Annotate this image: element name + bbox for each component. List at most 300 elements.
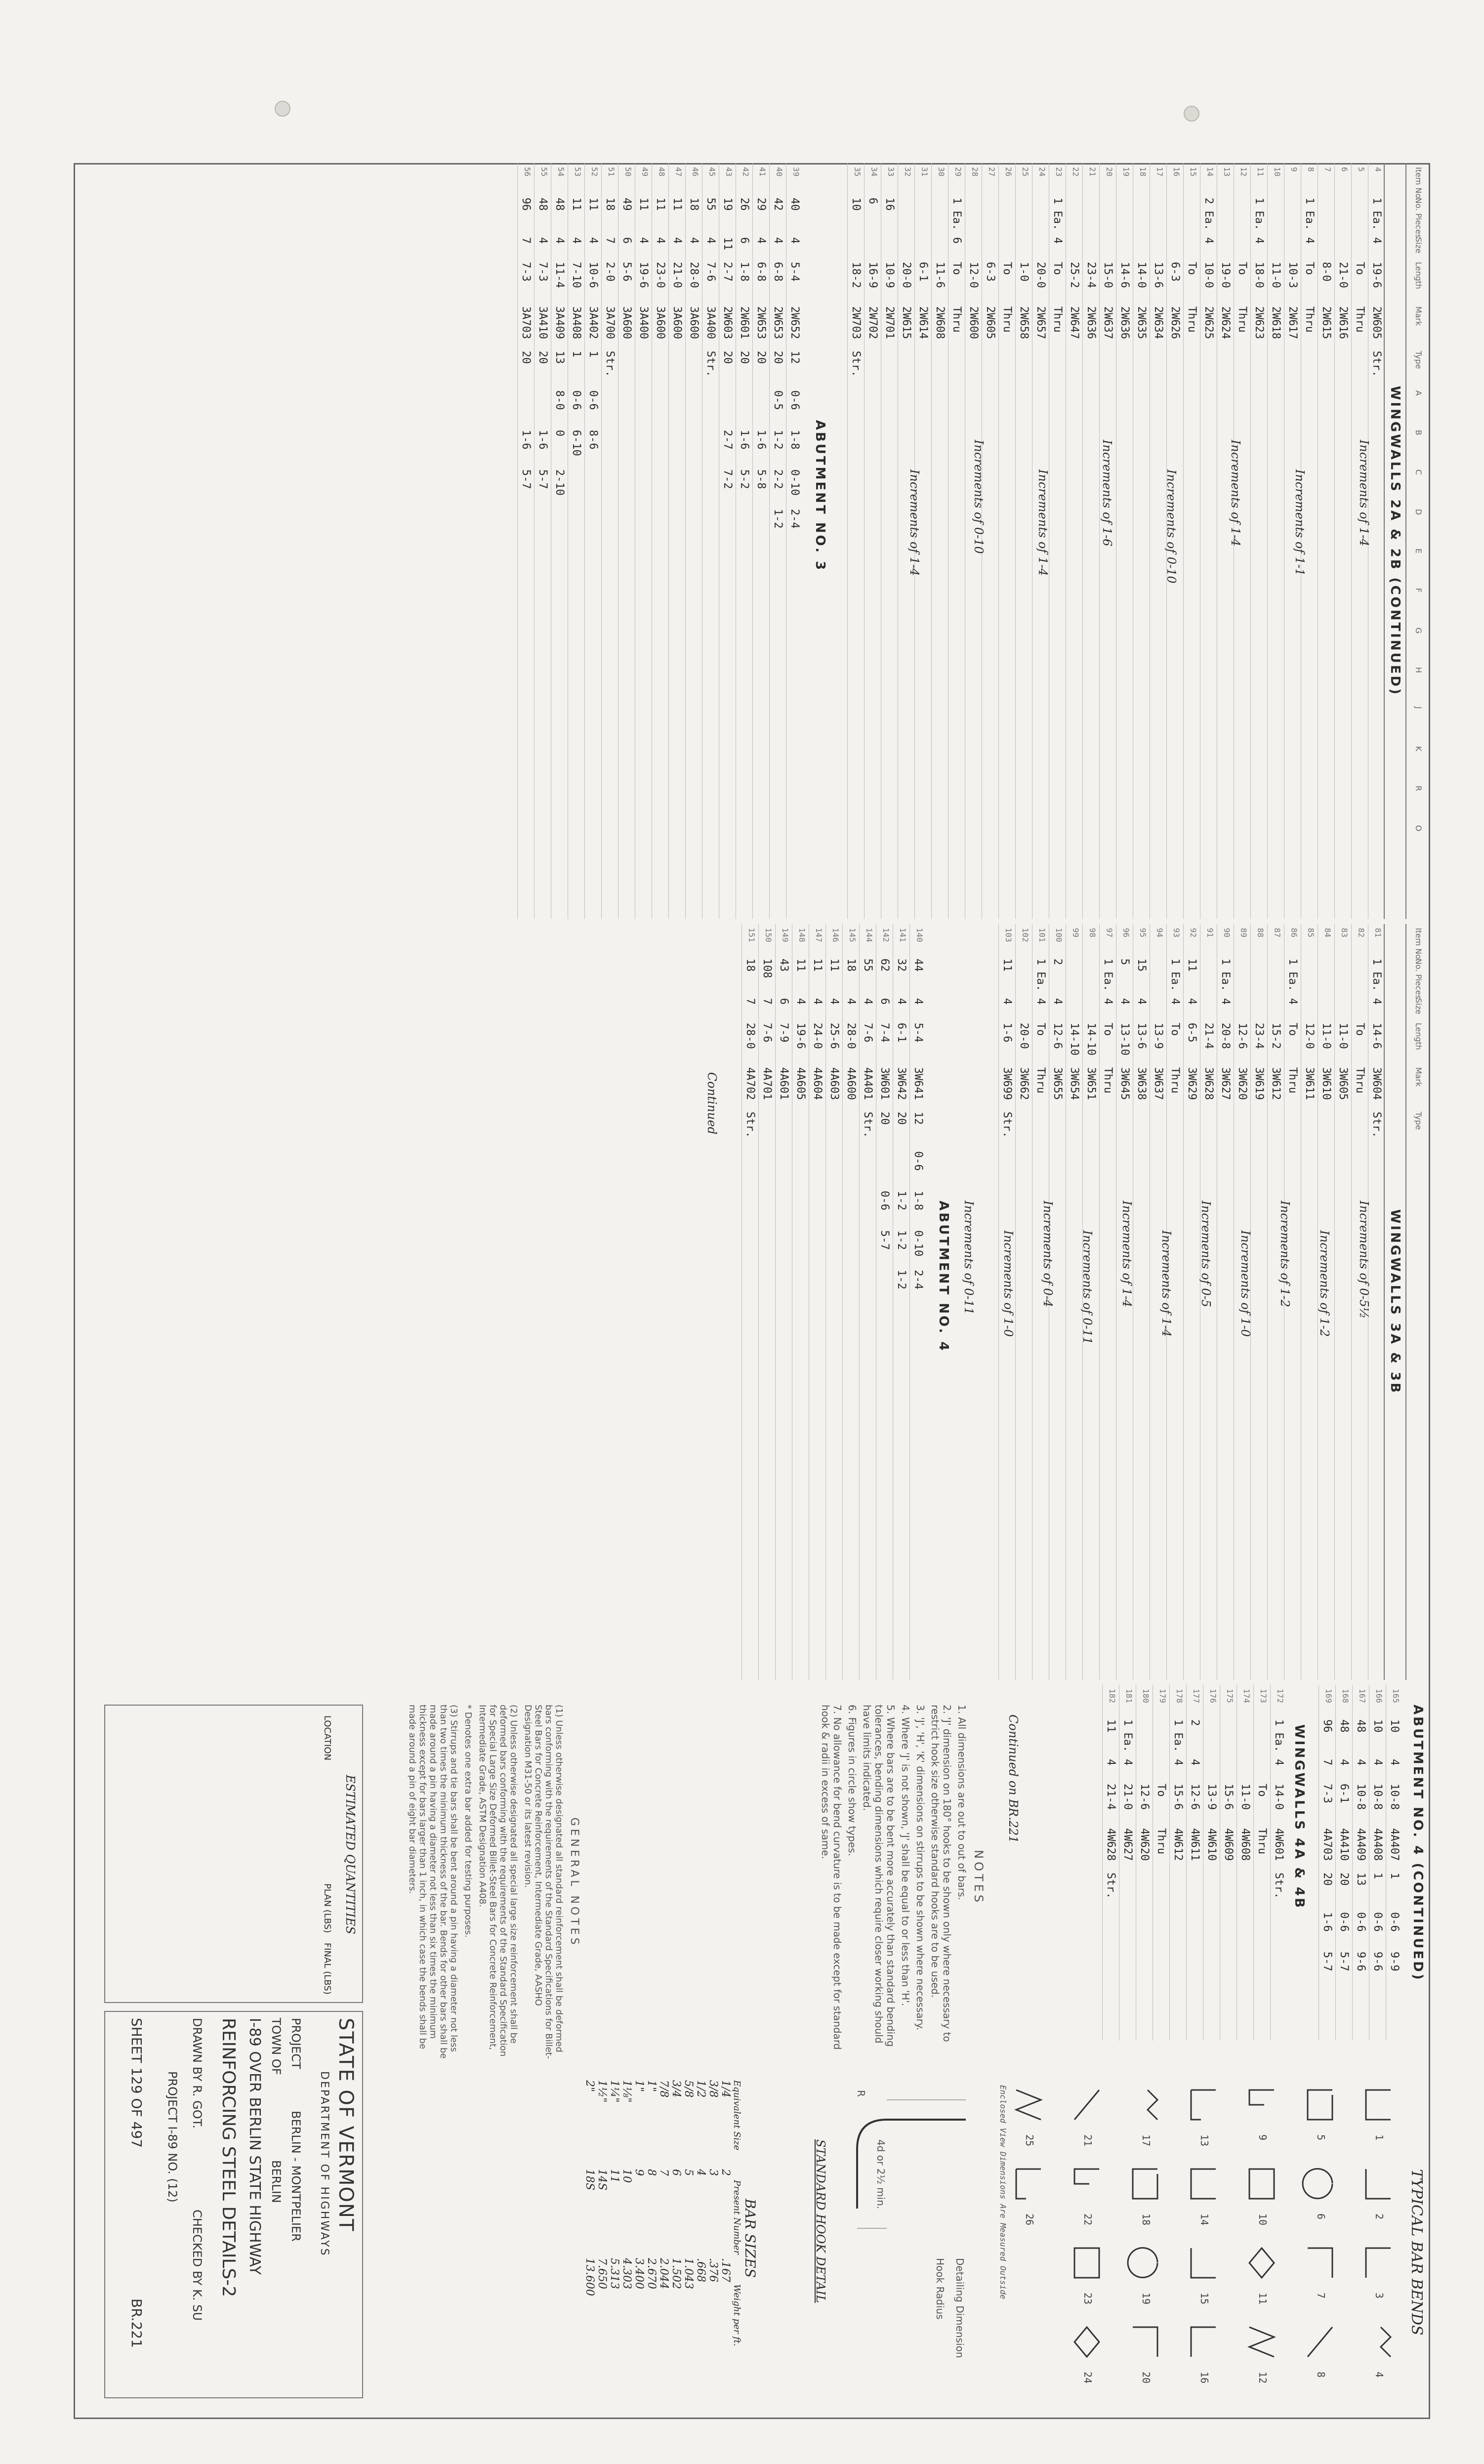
table-row xyxy=(584,163,601,919)
table-cell: 4 xyxy=(1102,998,1114,1005)
table-cell: 52 xyxy=(590,167,599,177)
col-c: C xyxy=(1414,469,1423,475)
bar-bend-shape xyxy=(1133,2169,1157,2225)
table-cell: Thru xyxy=(1186,306,1198,333)
table-cell: 13-10 xyxy=(1118,1023,1131,1056)
table-cell: 5 xyxy=(1118,959,1131,965)
table-row xyxy=(1334,163,1351,919)
table-cell: 4 xyxy=(845,998,857,1005)
table-cell: 7 xyxy=(1323,167,1332,172)
table-cell: 94 xyxy=(1155,928,1164,938)
table-cell: 3W637 xyxy=(1152,1067,1164,1100)
bridge-number: BR.221 xyxy=(128,2298,145,2348)
table-cell: 13 xyxy=(553,351,566,364)
project-label: PROJECT xyxy=(289,2018,303,2069)
table-cell: 4 xyxy=(1186,998,1198,1005)
bar-size-row xyxy=(670,2080,682,2396)
table-row xyxy=(668,163,685,919)
table-cell: 5-7 xyxy=(1338,1952,1350,1971)
bend-type-label: 5 xyxy=(1315,2134,1327,2141)
col-size: Size xyxy=(1414,998,1423,1014)
table-cell: 2W653 xyxy=(772,306,784,339)
table-cell: 2W636 xyxy=(1085,306,1097,339)
department: DEPARTMENT OF HIGHWAYS xyxy=(318,2071,330,2257)
table-cell: 4A407 xyxy=(1388,1828,1401,1861)
table-cell: 3W610 xyxy=(1320,1067,1332,1100)
table-cell: 1 xyxy=(570,351,582,358)
table-cell: 3W641 xyxy=(912,1067,924,1100)
table-row xyxy=(842,924,859,1680)
table-cell: Thru xyxy=(1256,1828,1268,1854)
table-cell: 1-8 xyxy=(912,1191,924,1211)
bend-type-label: 19 xyxy=(1140,2293,1152,2305)
increment-note: Increments of 0-10 xyxy=(1164,469,1178,584)
table-cell: 7 xyxy=(520,237,532,244)
table-row xyxy=(568,163,584,919)
table-cell: 1 Ea. xyxy=(1121,1719,1134,1753)
table-cell: 2W702 xyxy=(866,306,879,339)
table-cell: 4 xyxy=(811,998,824,1005)
bar-size-cell: 1.043 xyxy=(682,2258,695,2289)
table-cell: 3A400 xyxy=(704,306,717,339)
table-cell: 14-6 xyxy=(1370,1023,1383,1049)
col-e: E xyxy=(1414,548,1423,554)
table-cell: To xyxy=(1102,1023,1114,1036)
table-cell: 51 xyxy=(607,167,616,177)
drawn-by: DRAWN BY R. GOT. xyxy=(190,2018,204,2129)
table-cell: 6-8 xyxy=(772,262,784,282)
table-cell: 26 xyxy=(1004,167,1013,177)
table-cell: 10 xyxy=(1371,1719,1384,1733)
table-cell: 2W615 xyxy=(1320,306,1332,339)
table-cell: 62 xyxy=(878,959,891,972)
table-cell: 2 xyxy=(1051,959,1064,965)
table-cell: 12 xyxy=(1239,167,1248,177)
table-cell: 29 xyxy=(953,167,963,177)
table-cell: Thru xyxy=(1034,1067,1047,1093)
col-item: Item No. xyxy=(1414,167,1423,201)
table-cell: 6-1 xyxy=(917,262,929,282)
table-cell: 4 xyxy=(704,237,717,244)
bar-size-row xyxy=(608,2080,620,2396)
bend-type-label: 2 xyxy=(1373,2213,1385,2220)
table-cell: To xyxy=(1236,262,1248,275)
col-pieces: No. Pieces xyxy=(1414,959,1423,1000)
table-cell: 177 xyxy=(1192,1689,1201,1703)
table-cell: 89 xyxy=(1239,928,1248,938)
table-cell: 3A703 xyxy=(520,306,532,339)
bar-size-cell: 10 xyxy=(620,2169,633,2183)
table-row xyxy=(1183,924,1200,1680)
table-cell: 2W634 xyxy=(1152,306,1164,339)
table-cell: 1-6 xyxy=(755,430,767,450)
increment-note: Increments of 0-4 xyxy=(1041,1201,1055,1307)
table-cell: 13-6 xyxy=(1152,262,1164,288)
table-cell: 2W658 xyxy=(1018,306,1030,339)
table-cell: 83 xyxy=(1340,928,1349,938)
table-cell: 10-0 xyxy=(1202,262,1215,288)
table-cell: 1 Ea. xyxy=(1034,959,1047,992)
table-row xyxy=(1318,163,1334,919)
bar-size-cell: 8 xyxy=(645,2169,658,2176)
table-cell: 21-0 xyxy=(671,262,683,288)
table-cell: 0-6 xyxy=(1355,1912,1367,1932)
table-row xyxy=(1150,163,1166,919)
table-row xyxy=(517,163,534,919)
table-cell: 4W608 xyxy=(1239,1828,1251,1861)
table-cell: 2W636 xyxy=(1118,306,1131,339)
table-cell: 1 Ea. xyxy=(1273,1719,1285,1753)
table-row xyxy=(786,163,803,919)
table-cell: 47 xyxy=(674,167,683,177)
table-cell: Thru xyxy=(1051,306,1064,333)
hook-label: 4d or 2½ min. xyxy=(875,2139,887,2210)
table-cell: To xyxy=(1155,1784,1167,1797)
bar-size-cell: 2" xyxy=(583,2080,596,2092)
table-row xyxy=(1203,1685,1220,2041)
table-cell: 2W618 xyxy=(1270,306,1282,339)
bar-size-cell: 2 xyxy=(719,2169,732,2176)
table-cell: 32 xyxy=(895,959,907,972)
bar-size-row xyxy=(682,2080,695,2396)
schedule-section-1 xyxy=(67,163,1430,919)
bend-type-label: 12 xyxy=(1257,2372,1269,2384)
table-row xyxy=(1237,1685,1253,2041)
col-k: K xyxy=(1414,746,1423,752)
table-cell: 32 xyxy=(903,167,912,177)
table-cell: 1 Ea. xyxy=(1172,1719,1184,1753)
increment-note: Increments of 1-4 xyxy=(1357,440,1371,546)
bend-type-label: 13 xyxy=(1198,2134,1210,2147)
table-cell: 2W701 xyxy=(883,306,896,339)
general-notes-list xyxy=(407,1705,564,2060)
table-cell: 141 xyxy=(898,928,907,942)
bar-size-cell: 13.600 xyxy=(583,2258,596,2296)
table-row xyxy=(758,924,775,1680)
table-cell: 4W601 xyxy=(1273,1828,1285,1861)
table-cell: 11 xyxy=(1256,167,1265,177)
col-mark: Mark xyxy=(1414,1067,1423,1087)
table-cell: 18 xyxy=(1138,167,1148,177)
table-cell: 34 xyxy=(869,167,879,177)
table-cell: 7-3 xyxy=(1321,1784,1333,1803)
table-cell: 21-0 xyxy=(1337,262,1349,288)
table-row xyxy=(1267,163,1284,919)
note-item: 1. All dimensions are out to out of bars. xyxy=(956,1705,968,1900)
increment-note: Increments of 1-0 xyxy=(1238,1230,1252,1337)
table-cell: 4W620 xyxy=(1138,1828,1151,1861)
table-cell: 144 xyxy=(865,928,874,942)
table-cell: 174 xyxy=(1242,1689,1251,1703)
table-cell: 11 xyxy=(811,959,824,972)
table-cell: 11 xyxy=(828,959,840,972)
table-cell: 95 xyxy=(1138,928,1148,938)
table-cell: 150 xyxy=(764,928,773,942)
table-cell: 3A700 xyxy=(604,306,616,339)
table-cell: 14-10 xyxy=(1068,1023,1080,1056)
bend-type-label: 21 xyxy=(1082,2134,1094,2147)
table-cell: 29 xyxy=(755,198,767,211)
bar-bend-shape xyxy=(1308,2248,1332,2298)
table-cell: 16 xyxy=(883,198,896,211)
bar-size-cell: 5.313 xyxy=(608,2258,620,2289)
bar-size-row xyxy=(695,2080,707,2396)
table-row xyxy=(551,163,568,919)
bend-type-label: 20 xyxy=(1140,2372,1152,2384)
bar-bend-shape xyxy=(1074,2169,1099,2225)
table-row xyxy=(1066,163,1082,919)
table-cell: 1 Ea. xyxy=(1370,959,1383,992)
table-cell: 41 xyxy=(758,167,767,177)
table-cell: 168 xyxy=(1341,1689,1350,1703)
table-cell: 10-3 xyxy=(1286,262,1299,288)
table-cell: 2-7 xyxy=(721,430,734,450)
col-j: J xyxy=(1414,707,1423,709)
table-cell: 0-6 xyxy=(788,390,801,410)
table-cell: 6 xyxy=(738,237,750,244)
bar-size-cell: 5/8 xyxy=(682,2080,695,2098)
table-cell: 48 xyxy=(1355,1719,1367,1733)
table-row xyxy=(1082,163,1099,919)
table-cell: 5-6 xyxy=(620,262,633,282)
table-cell: 1-2 xyxy=(772,509,784,529)
table-cell: 2W603 xyxy=(721,306,734,339)
table-cell: 18 xyxy=(688,198,700,211)
table-cell: 165 xyxy=(1391,1689,1401,1703)
table-cell: 5-4 xyxy=(788,262,801,282)
table-cell: 3W620 xyxy=(1236,1067,1248,1100)
bar-size-cell: 5 xyxy=(682,2169,695,2176)
bends-note: Enclosed View Dimensions Are Measured Outside xyxy=(998,2085,1008,2299)
table-cell: 145 xyxy=(848,928,857,942)
increment-note: Increments of 1-4 xyxy=(1120,1201,1134,1307)
typical-bar-bends xyxy=(990,2080,1425,2406)
bend-type-label: 10 xyxy=(1257,2213,1269,2226)
table-row xyxy=(534,163,551,919)
table-cell: 11-6 xyxy=(934,262,946,288)
table-cell: 3A600 xyxy=(620,306,633,339)
bar-size-cell: .167 xyxy=(719,2258,732,2282)
table-cell: 2W601 xyxy=(738,306,750,339)
table-cell: 3A600 xyxy=(654,306,666,339)
table-row xyxy=(1099,924,1116,1680)
table-row xyxy=(1186,1685,1203,2041)
bar-bend-shape xyxy=(1191,2327,1216,2383)
table-cell: 6 xyxy=(1340,167,1349,172)
table-cell: 4 xyxy=(1001,998,1013,1005)
table-cell: 50 xyxy=(623,167,633,177)
col-size: Size xyxy=(1414,237,1423,253)
table-cell: 2W625 xyxy=(1202,306,1215,339)
notes-title: NOTES xyxy=(972,1850,986,1905)
table-cell: 2W703 xyxy=(850,306,862,339)
table-cell: 4 xyxy=(654,237,666,244)
table-cell: 11-0 xyxy=(1320,1023,1332,1049)
table-cell: 10 xyxy=(1273,167,1282,177)
table-cell: 48 xyxy=(553,198,566,211)
table-cell: 4A604 xyxy=(811,1067,824,1100)
table-cell: 176 xyxy=(1208,1689,1218,1703)
table-cell: 4 xyxy=(1105,1759,1117,1766)
note-item: 5. Where bars are to be bent more accurately than standard bending tolerances, bending dimensions which require closer working should have limits indicated. xyxy=(861,1705,897,2047)
table-cell: 4 xyxy=(1135,998,1148,1005)
table-cell: 4 xyxy=(1253,237,1265,244)
table-cell: 23 xyxy=(1054,167,1064,177)
table-cell: 20 xyxy=(895,1112,907,1125)
increment-note: Increments of 1-1 xyxy=(1293,469,1307,576)
table-cell: 20-0 xyxy=(900,262,912,288)
table-cell: 10-8 xyxy=(1388,1784,1401,1810)
table-cell: 2W624 xyxy=(1219,306,1232,339)
table-cell: 1 Ea. xyxy=(1219,959,1232,992)
col-length: Length xyxy=(1414,262,1423,290)
table-cell: 6-3 xyxy=(984,262,996,282)
bar-sizes-header-cell: Equivalent Size xyxy=(732,2080,742,2151)
bar-size-cell: 3 xyxy=(707,2169,719,2176)
table-cell: 55 xyxy=(539,167,549,177)
bar-bend-shape xyxy=(1191,2090,1216,2146)
table-cell: 12-6 xyxy=(1236,1023,1248,1049)
col-b: B xyxy=(1414,430,1423,435)
bar-size-cell: 1.502 xyxy=(670,2258,682,2289)
table-cell: 21 xyxy=(1088,167,1097,177)
table-row xyxy=(1015,163,1032,919)
bend-type-label: 26 xyxy=(1024,2213,1035,2226)
continued-label: Continued xyxy=(705,1072,719,1135)
bar-size-cell: 7 xyxy=(658,2169,670,2176)
table-cell: 7-4 xyxy=(878,1023,891,1043)
table-cell: 4A702 xyxy=(744,1067,756,1100)
table-cell: 3W604 xyxy=(1370,1067,1383,1100)
table-cell: 175 xyxy=(1225,1689,1235,1703)
table-cell: 6 xyxy=(778,998,790,1005)
table-cell: 169 xyxy=(1324,1689,1333,1703)
general-note-item: (2) Unless otherwise designated all special large size reinforcement shall be deformed bars conforming with the requirements of the Standard Specification for Special Large Size Deformed Billet-Steel Bars for Concrete Reinforcement, Intermediate Grade, ASTM Designation A408. xyxy=(477,1705,519,2057)
table-row xyxy=(1153,1685,1169,2041)
table-cell: 20 xyxy=(721,351,734,364)
table-cell: 1-6 xyxy=(520,430,532,450)
table-cell: 15-6 xyxy=(1172,1784,1184,1810)
table-cell: 4W610 xyxy=(1205,1828,1218,1861)
table-cell: 14-0 xyxy=(1135,262,1148,288)
table-cell: 30 xyxy=(937,167,946,177)
table-cell: 18 xyxy=(744,959,756,972)
punch-hole xyxy=(1184,106,1199,122)
table-cell: 15 xyxy=(1189,167,1198,177)
table-cell: 181 xyxy=(1124,1689,1134,1703)
bar-size-cell: 3/8 xyxy=(707,2080,719,2098)
town-label: TOWN OF xyxy=(269,2018,283,2075)
table-cell: To xyxy=(950,262,963,275)
increment-note: Increments of 0-5 xyxy=(1199,1201,1213,1307)
table-cell: 4 xyxy=(1273,1759,1285,1766)
table-cell: 1-2 xyxy=(895,1191,907,1211)
table-cell: 4 xyxy=(536,237,549,244)
bar-bend-shape xyxy=(1191,2169,1216,2225)
table-cell: 6 xyxy=(878,998,891,1005)
table-cell: 2-10 xyxy=(553,469,566,496)
table-cell: 4 xyxy=(1355,1759,1367,1766)
table-row xyxy=(769,163,786,919)
bend-type-label: 11 xyxy=(1257,2293,1269,2305)
bend-type-label: 9 xyxy=(1257,2134,1269,2141)
bar-sizes-title: BAR SIZES xyxy=(742,2198,758,2278)
table-cell: Thru xyxy=(1303,306,1316,333)
table-cell: Str. xyxy=(862,1112,874,1138)
table-cell: Thru xyxy=(1001,306,1013,333)
table-cell: 20 xyxy=(755,351,767,364)
table-cell: 12-6 xyxy=(1051,1023,1064,1049)
table-cell: 11-4 xyxy=(553,262,566,288)
table-cell: To xyxy=(1169,1023,1181,1036)
state-name: STATE OF VERMONT xyxy=(334,2018,357,2232)
bar-size-row xyxy=(645,2080,658,2396)
table-cell: 11 xyxy=(1186,959,1198,972)
table-cell: 6-8 xyxy=(755,262,767,282)
table-cell: 99 xyxy=(1071,928,1080,938)
bar-bend-shape xyxy=(1366,2169,1391,2219)
col-o: O xyxy=(1414,825,1423,832)
bends-diagram xyxy=(995,2080,1401,2406)
section-subtitle: ABUTMENT NO. 4 xyxy=(936,1201,951,1353)
bar-sizes-header xyxy=(732,2080,742,2396)
bar-size-cell: 3/4 xyxy=(670,2080,682,2098)
table-row xyxy=(1334,924,1351,1680)
table-cell: 4 xyxy=(553,237,566,244)
bar-size-cell: 18S xyxy=(583,2169,596,2191)
table-cell: 4A603 xyxy=(828,1067,840,1100)
table-cell: 53 xyxy=(573,167,582,177)
bar-sizes-header-cell: Weight per ft. xyxy=(732,2284,742,2346)
schedule-section-2 xyxy=(67,924,1430,1680)
table-row xyxy=(1119,1685,1136,2041)
table-cell: 13-9 xyxy=(1152,1023,1164,1049)
table-cell: 55 xyxy=(704,198,717,211)
table-cell: 56 xyxy=(523,167,532,177)
increment-note: Increments of 0-10 xyxy=(972,440,986,554)
table-row xyxy=(881,163,898,919)
table-cell: 3W654 xyxy=(1068,1067,1080,1100)
table-cell: 4 xyxy=(1388,1759,1401,1766)
table-cell: 0 xyxy=(553,430,566,437)
table-cell: 13-9 xyxy=(1205,1784,1218,1810)
table-row xyxy=(1386,1685,1402,2041)
table-cell: 97 xyxy=(1105,928,1114,938)
table-cell: 6 xyxy=(620,237,633,244)
table-cell: 4 xyxy=(671,237,683,244)
table-row xyxy=(876,924,893,1680)
table-row xyxy=(1015,924,1032,1680)
estimated-quantities xyxy=(104,1705,363,2003)
table-cell: 12-6 xyxy=(1189,1784,1201,1810)
table-cell: 4A701 xyxy=(761,1067,773,1100)
table-cell: 4W627 xyxy=(1121,1828,1134,1861)
bar-size-cell: 6 xyxy=(670,2169,682,2176)
table-cell: 2-7 xyxy=(721,262,734,282)
table-cell: 11 xyxy=(721,237,734,251)
table-row xyxy=(948,163,965,919)
table-cell: 173 xyxy=(1259,1689,1268,1703)
table-cell: 49 xyxy=(620,198,633,211)
table-cell: 1-8 xyxy=(738,262,750,282)
column-header xyxy=(1405,163,1430,919)
table-cell: 7-3 xyxy=(520,262,532,282)
general-notes xyxy=(407,1705,580,2060)
table-cell: 6-3 xyxy=(1169,262,1181,282)
bar-size-cell: 4 xyxy=(695,2169,707,2176)
table-cell: 2W615 xyxy=(900,306,912,339)
table-row xyxy=(702,163,719,919)
